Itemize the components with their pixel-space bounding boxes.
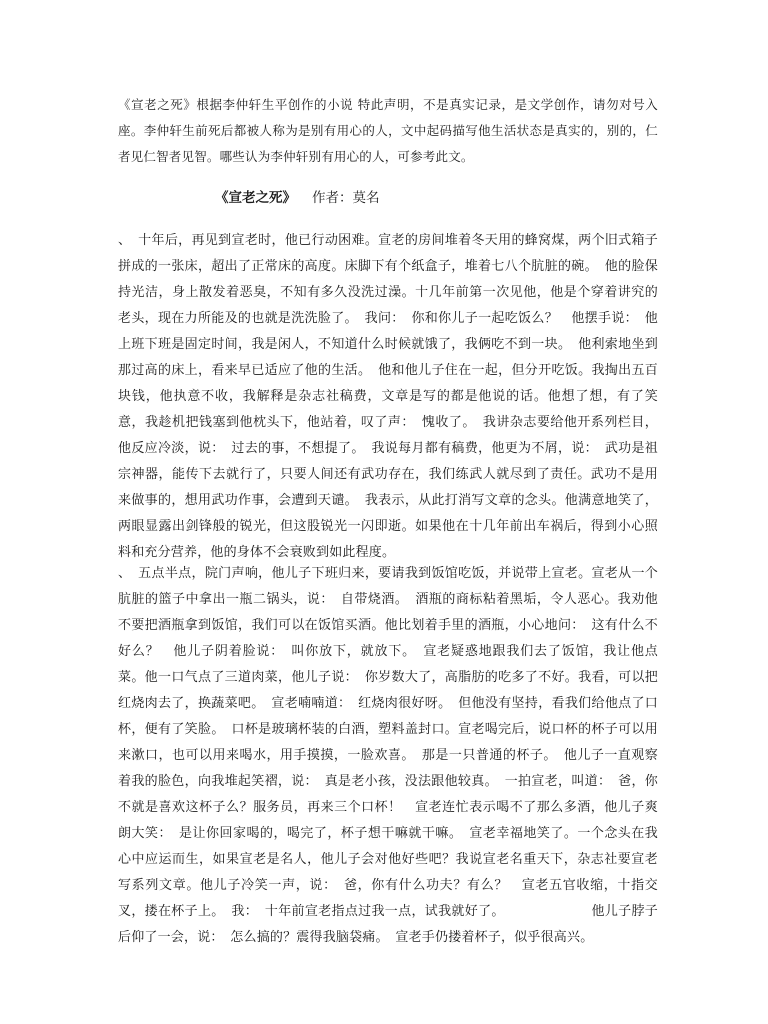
body-paragraph-1: 、 十年后，再见到宣老时，他已行动困难。宣老的房间堆着冬天用的蜂窝煤，两个旧式箱子拼成的一张床，超出了正常床的高度。床脚下有个纸盒子，堆着七八个肮脏的碗。 他的脸保持光洁，身上散发着恶臭，不知有多久没洗过澡。十几年前第一次见他，他是个穿着讲究的老头，现在力所能及的也就是洗洗脸了。 我问： 你和你儿子一起吃饭么？ 他摆手说： 他上班下班是固定时间，我是闲人，不知道什么时候就饿了，我俩吃不到一块。 他利索地坐到那过高的床上，看来早已适应了他的生活。 他和他儿子住在一起，但分开吃饭。我掏出五百块钱，他执意不收，我解释是杂志社稿费，文章是写的都是他说的话。他想了想，有了笑意，我趁机把钱塞到他枕头下，他站着，叹了声： 愧收了。 我讲杂志要给他开系列栏目，他反应冷淡，说： 过去的事，不想提了。 我说每月都有稿费，他更为不屑，说： 武功是祖宗神器，能传下去就行了，只要人间还有武功存在，我们练武人就尽到了责任。武功不是用来做事的，想用武功作事，会遭到天谴。 我表示，从此打消写文章的念头。他满意地笑了，两眼显露出剑锋般的锐光，但这股锐光一闪即逝。如果他在十几年前出车祸后，得到小心照料和充分营养，他的身体不会衰败到如此程度。 bbox=[118, 233, 658, 560]
disclaimer-paragraph: 《宣老之死》根据李仲轩生平创作的小说 特此声明，不是真实记录，是文学创作，请勿对号入座。李仲轩生前死后都被人称为是别有用心的人，文中起码描写他生活状态是真实的，别的，仁者见仁智者见智。哪些认为李仲轩别有用心的人，可参考此文。 bbox=[118, 97, 658, 164]
body-paragraph-2: 、 五点半点，院门声响，他儿子下班归来，要请我到饭馆吃饭，并说带上宣老。宣老从一个肮脏的篮子中拿出一瓶二锅头，说： 自带烧酒。 酒瓶的商标粘着黑垢，令人恶心。我劝他不要把酒瓶拿到饭馆，我们可以在饭馆买酒。他比划着手里的酒瓶，小心地问： 这有什么不好么？ 他儿子阴着脸说： 叫你放下，就放下。 宣老疑惑地跟我们去了饭馆，我让他点菜。他一口气点了三道肉菜，他儿子说： 你岁数大了，高脂肪的吃多了不好。我看，可以把红烧肉去了，换蔬菜吧。 宣老喃喃道： 红烧肉很好呀。 但他没有坚持，看我们给他点了口杯，便有了笑脸。 口杯是玻璃杯装的白酒，塑料盖封口。宣老喝完后，说口杯的杯子可以用来漱口，也可以用来喝水，用手摸摸，一脸欢喜。 那是一只普通的杯子。 他儿子一直观察着我的脸色，向我堆起笑褶，说： 真是老小孩，没法跟他较真。 一拍宣老，叫道： 爸，你不就是喜欢这杯子么？服务员，再来三个口杯！ 宣老连忙表示喝不了那么多酒，他儿子爽朗大笑： 是让你回家喝的，喝完了，杯子想干嘛就干嘛。 宣老幸福地笑了。一个念头在我心中应运而生，如果宣老是名人，他儿子会对他好些吧？我说宣老名重天下，杂志社要宣老写系列文章。他儿子冷笑一声，说： 爸，你有什么功夫？有么？ 宣老五官收缩，十指交叉，搂在杯子上。 我： 十年前宣老指点过我一点，试我就好了。 他儿子脖子后仰了一会，说： 怎么搞的？震得我脑袋痛。 宣老手仍搂着杯子，似乎很高兴。 bbox=[118, 566, 658, 945]
document-author: 作者：莫名 bbox=[312, 190, 380, 206]
title-line bbox=[215, 187, 380, 209]
document-title: 《宣老之死》 bbox=[215, 190, 296, 206]
